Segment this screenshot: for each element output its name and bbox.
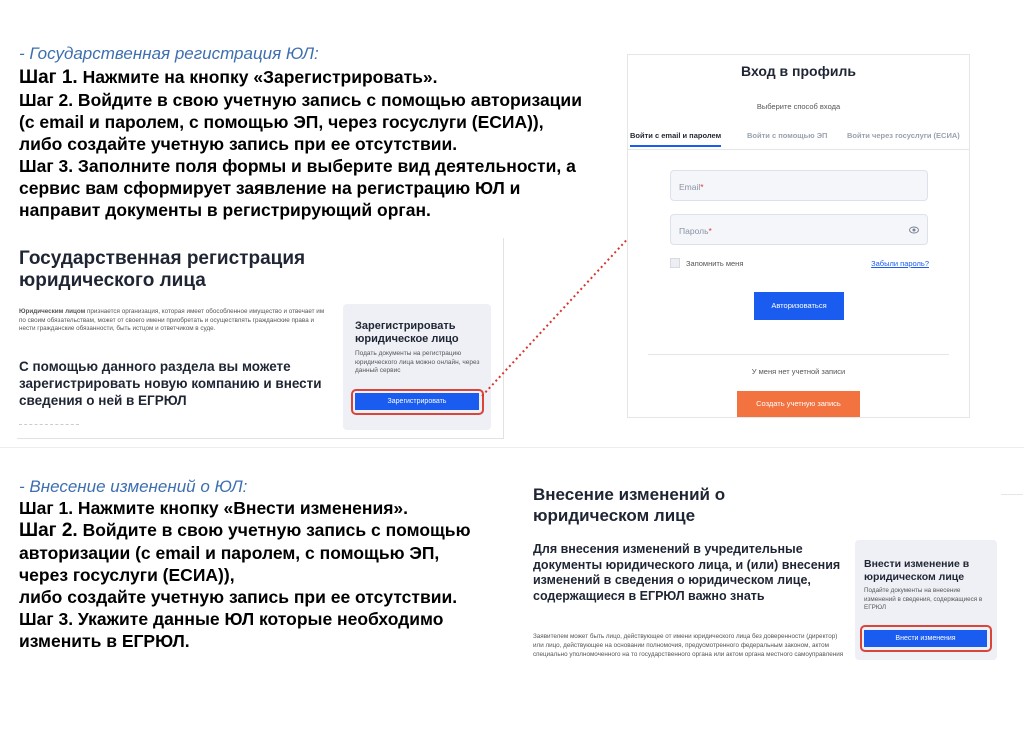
step2-line1: Шаг 2. Войдите в свою учетную запись с помощью авторизации <box>19 90 582 110</box>
change-page-screenshot <box>527 480 1021 680</box>
section2-step3-line1: Шаг 3. Укажите данные ЮЛ которые необходимо <box>19 609 444 629</box>
change-heading <box>533 484 725 526</box>
password-field[interactable]: Пароль* <box>670 214 928 245</box>
edge-line <box>1001 494 1023 495</box>
section2-title: - Внесение изменений о ЮЛ: <box>19 477 248 496</box>
login-button[interactable]: Авторизоваться <box>754 292 844 320</box>
change-card-text: Подайте документы на внесение изменений в сведения, содержащиеся в ЕГРЮЛ <box>864 587 983 611</box>
change-card-title <box>864 558 969 583</box>
change-heading-line1: Внесение изменений о <box>533 485 726 504</box>
register-button[interactable]: Зарегистрировать <box>355 393 479 410</box>
register-card-title-line2: юридическое лицо <box>355 333 459 345</box>
section-separator <box>0 447 1024 448</box>
login-divider <box>648 354 949 355</box>
change-subheading: Для внесения изменений в учредительные документы юридического лица, и (или) внесения изменений в сведения о юридическом лице, содержащиеся в ЕГРЮЛ важно знать <box>533 542 841 603</box>
registration-desc-rest: признается организация, которая имеет обособленное имущество и отвечает им по своим обязательствам, может от своего имени приобретать и осуществлять гражданские права и нести гражданские обязанности, быть истцом и ответчиком в суде. <box>19 308 325 332</box>
login-title: Вход в профиль <box>741 63 856 79</box>
remember-checkbox[interactable] <box>670 258 680 268</box>
register-card-title-line1: Зарегистрировать <box>355 320 456 332</box>
tab-email[interactable]: Войти с email и паролем <box>630 131 721 147</box>
make-changes-highlight <box>860 625 992 652</box>
step3-line2: сервис вам сформирует заявление на регистрацию ЮЛ и <box>19 178 521 198</box>
email-placeholder: Email <box>679 182 701 192</box>
change-card-title-line2: юридическом лице <box>864 570 965 583</box>
login-subtitle: Выберите способ входа <box>756 102 841 111</box>
registration-desc-bold: Юридическим лицом <box>19 308 86 315</box>
section2-step2-line2: авторизации (с email и паролем, с помощью ЭП, <box>19 543 440 563</box>
remember-label: Запомнить меня <box>686 259 744 268</box>
section2-step2-prefix: Шаг 2. <box>19 520 78 541</box>
registration-heading-line1: Государственная регистрация <box>19 248 306 269</box>
email-field[interactable]: Email* <box>670 170 928 201</box>
section1-title: - Государственная регистрация ЮЛ: <box>19 44 319 63</box>
step3-line3: направит документы в регистрирующий орган. <box>19 200 431 220</box>
registration-subheading: С помощью данного раздела вы можете зарегистрировать новую компанию и внести сведения о ней в ЕГРЮЛ <box>19 359 322 408</box>
login-panel <box>627 54 970 418</box>
tab-gosuslugi[interactable]: Войти через госуслуги (ЕСИА) <box>847 131 960 140</box>
step2-line3: либо создайте учетную запись при ее отсутствии. <box>19 134 458 154</box>
section2-step2-line1: Войдите в свою учетную запись с помощью <box>77 520 471 540</box>
create-account-button[interactable]: Создать учетную запись <box>737 391 860 417</box>
step1-prefix: Шаг 1. <box>19 67 78 88</box>
password-placeholder: Пароль <box>679 226 709 236</box>
section2-step2-line4: либо создайте учетную запись при ее отсутствии. <box>19 587 458 607</box>
step1-text: Нажмите на кнопку «Зарегистрировать». <box>77 67 438 87</box>
registration-heading-line2: юридического лица <box>19 270 206 291</box>
login-tabs <box>628 131 969 150</box>
section2-steps <box>19 497 471 652</box>
register-card-text: Подать документы на регистрацию юридического лица можно онлайн, через данный сервис <box>355 350 480 374</box>
section2-step2-line3: через госуслуги (ЕСИА)), <box>19 565 235 585</box>
step2-line2: (с email и паролем, с помощью ЭП, через госуслуги (ЕСИА)), <box>19 112 544 132</box>
change-body: Заявителем может быть лицо, действующее от имени юридического лица без доверенности (директор) или лицо, действующее на основании полномочия, предусмотренного федеральным законом, актом специально уполномоченного на то государственного органа или актом органа местного самоуправления <box>533 633 844 658</box>
step3-line1: Шаг 3. Заполните поля формы и выберите вид деятельности, а <box>19 156 576 176</box>
section2-step3-line2: изменить в ЕГРЮЛ. <box>19 631 190 651</box>
eye-icon[interactable] <box>909 226 919 234</box>
change-heading-line2: юридическом лице <box>533 506 696 525</box>
change-card-title-line1: Внести изменение в <box>864 558 970 570</box>
no-account-text: У меня нет учетной записи <box>751 367 846 376</box>
tab-signature[interactable]: Войти с помощью ЭП <box>747 131 828 140</box>
section2-step1: Шаг 1. Нажмите кнопку «Внести изменения». <box>19 498 409 518</box>
change-card <box>855 540 997 660</box>
make-changes-button[interactable]: Внести изменения <box>864 630 987 647</box>
forgot-password-link[interactable]: Забыли пароль? <box>871 259 929 268</box>
